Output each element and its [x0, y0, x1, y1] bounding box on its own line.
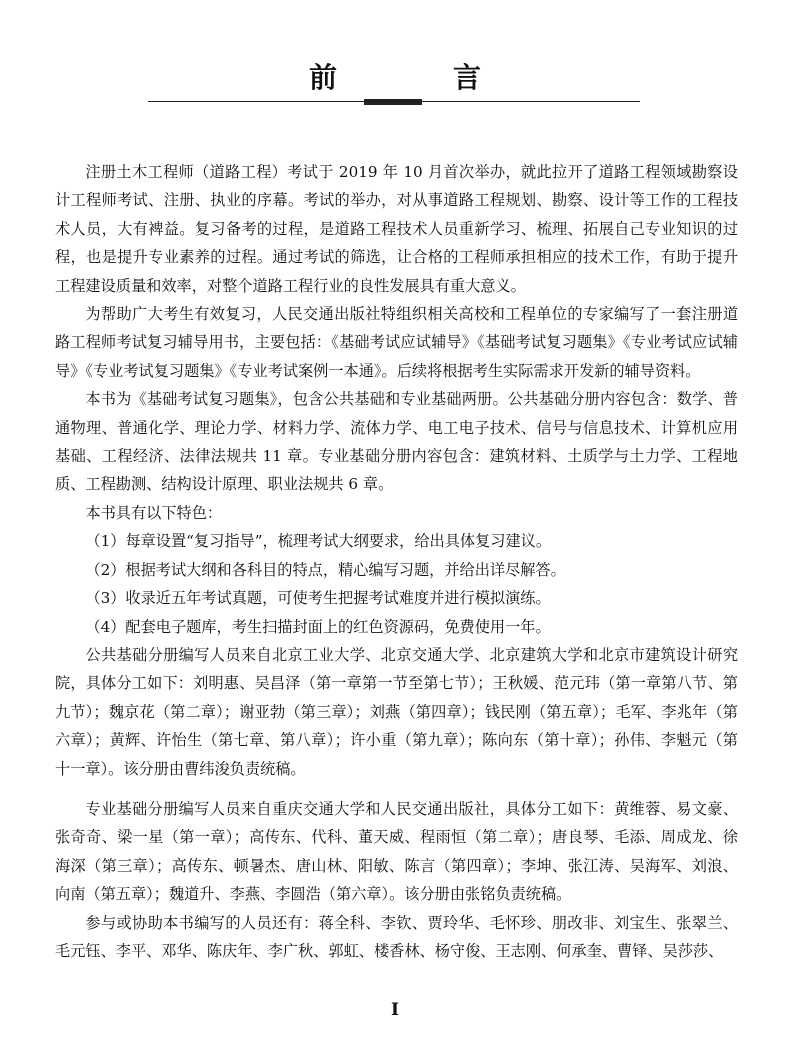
- page-number: I: [391, 1000, 399, 1020]
- paragraph-intro: 注册土木工程师（道路工程）考试于 2019 年 10 月首次举办，就此拉开了道路工程领域勘察设计工程师考试、注册、执业的序幕。考试的举办，对从事道路工程规划、勘察、设计等工作的工程技术人员，大有裨益。复习备考的过程，是道路工程技术人员重新学习、梳理、拓展自己专业知识的过程，也是提升专业素养的过程。通过考试的筛选，让合格的工程师承担相应的技术工作，有助于提升工程建设质量和效率，对整个道路工程行业的良性发展具有重大意义。: [55, 163, 738, 295]
- paragraph-feature-2: （2）根据考试大纲和各科目的特点，精心编写习题，并给出详尽解答。: [85, 560, 566, 579]
- title-rule-accent: [364, 99, 422, 105]
- page-title: 前 言: [308, 61, 525, 94]
- paragraph-features-heading: 本书具有以下特色：: [85, 503, 223, 522]
- paragraph-feature-3: （3）收录近五年考试真题，可使考生把握考试难度并进行模拟演练。: [85, 589, 551, 608]
- paragraph-public-authors: 公共基础分册编写人员来自北京工业大学、北京交通大学、北京建筑大学和北京市建筑设计研究院，具体分工如下：刘明惠、吴昌泽（第一章第一节至第七节）；王秋媛、范元玮（第一章第八节、第九节）；魏京花（第二章）；谢亚勃（第三章）；刘燕（第四章）；钱民刚（第五章）；毛军、李兆年（第六章）；黄辉、许怡生（第七章、第八章）；许小重（第九章）；陈向东（第十章）；孙伟、李魁元（第十一章）。该分册由曹纬浚负责统稿。: [55, 645, 738, 778]
- paragraph-series: 为帮助广大考生有效复习，人民交通出版社特组织相关高校和工程单位的专家编写了一套注册道路工程师考试复习辅导用书，主要包括：《基础考试应试辅导》《基础考试复习题集》《专业考试应试辅导》《专业考试复习题集》《专业考试案例一本通》。后续将根据考生实际需求开发新的辅导资料。: [55, 305, 738, 380]
- paragraph-professional-authors: 专业基础分册编写人员来自重庆交通大学和人民交通出版社，具体分工如下：黄维蓉、易文豪、张奇奇、梁一星（第一章）；高传东、代科、董天威、程雨恒（第二章）；唐良琴、毛添、周成龙、徐海深（第三章）；高传东、顿暑杰、唐山林、阳敏、陈言（第四章）；李坤、张江涛、吴海军、刘浪、向南（第五章）；魏道升、李燕、李圆浩（第六章）。该分册由张铭负责统稿。: [55, 799, 738, 904]
- paragraph-contents: 本书为《基础考试复习题集》，包含公共基础和专业基础两册。公共基础分册内容包含：数学、普通物理、普通化学、理论力学、材料力学、流体力学、电工电子技术、信号与信息技术、计算机应用基础、工程经济、法律法规共 11 章。专业基础分册内容包含：建筑材料、土质学与土力学、工程地质、工程勘测、结构设计原理、职业法规共 6 章。: [55, 390, 738, 494]
- paragraph-contributors: 参与或协助本书编写的人员还有：蒋全科、李钦、贾玲华、毛怀珍、朋改非、刘宝生、张翠兰、毛元钰、李平、邓华、陈庆年、李广秋、郭虹、楼香林、杨守俊、王志刚、何承奎、曹铎、吴莎莎、: [55, 913, 738, 960]
- paragraph-feature-4: （4）配套电子题库，考生扫描封面上的红色资源码，免费使用一年。: [85, 617, 551, 636]
- paragraph-feature-1: （1）每章设置“复习指导”，梳理考试大纲要求，给出具体复习建议。: [85, 532, 552, 551]
- preface-body: [55, 158, 738, 965]
